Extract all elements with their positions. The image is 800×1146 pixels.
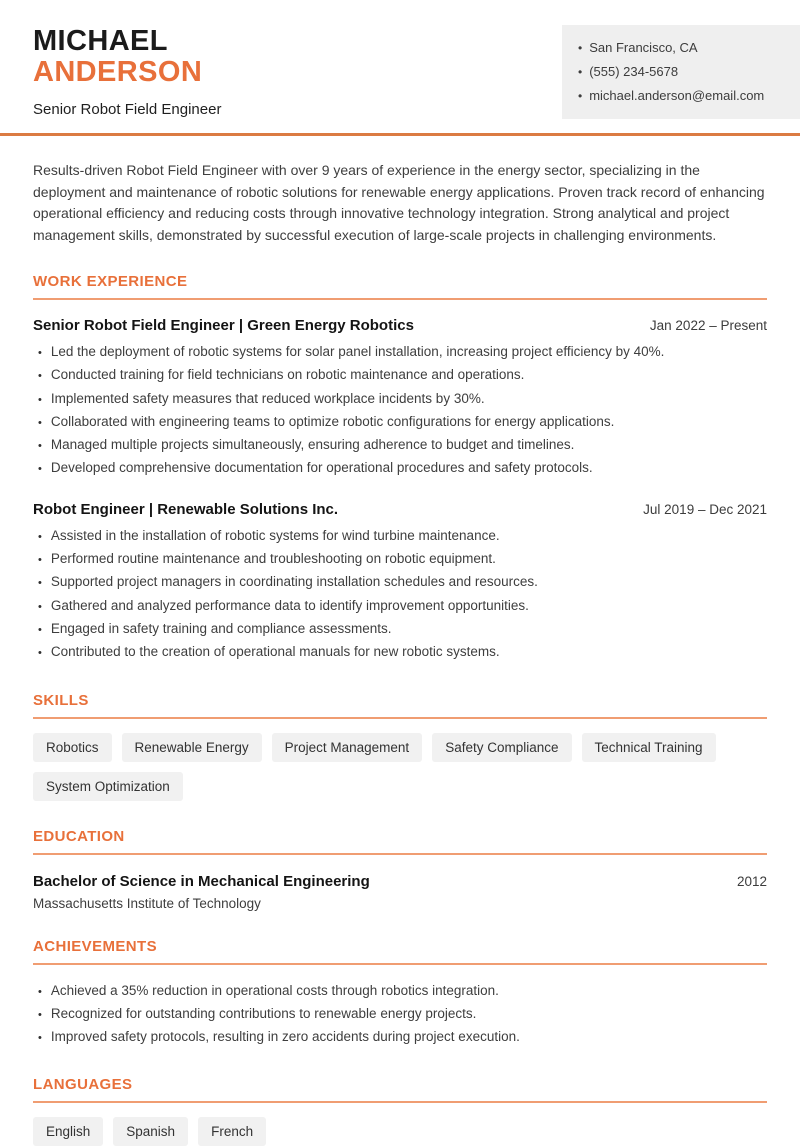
bullet-icon: • bbox=[38, 530, 42, 543]
section-heading: LANGUAGES bbox=[33, 1076, 133, 1094]
skill-tag: Project Management bbox=[272, 733, 423, 762]
bullet-icon: • bbox=[38, 647, 42, 660]
bullet-text: Managed multiple projects simultaneously, ensuring adherence to budget and timelines. bbox=[50, 437, 575, 453]
header-divider bbox=[0, 133, 800, 136]
section-divider bbox=[33, 717, 767, 719]
bullet-item bbox=[33, 980, 767, 1003]
degree-title: Bachelor of Science in Mechanical Engineering bbox=[33, 872, 370, 890]
summary-text: Results-driven Robot Field Engineer with over 9 years of experience in the energy sector, specializing in the deployment and maintenance of robotic solutions for renewable energy applications. Proven track record of enhancing operational efficiency and reducing costs through innovative technology integration. Strong analytical and project management skills, demonstrated by successful execution of large-scale projects in challenging environments. bbox=[33, 162, 765, 243]
education-header bbox=[33, 873, 767, 890]
job-header bbox=[33, 501, 767, 518]
bullet-item bbox=[33, 388, 767, 411]
bullet-item bbox=[33, 641, 767, 664]
bullet-icon: • bbox=[578, 41, 583, 55]
skill-tag: Safety Compliance bbox=[432, 733, 571, 762]
section-education bbox=[33, 828, 767, 911]
bullet-icon: • bbox=[38, 347, 42, 359]
contact-item-phone bbox=[578, 60, 788, 84]
contact-phone-text: (555) 234-5678 bbox=[589, 64, 679, 79]
bullet-item bbox=[33, 595, 767, 618]
bullet-icon: • bbox=[38, 623, 42, 636]
job-bullet-list bbox=[33, 341, 767, 481]
bullet-text: Improved safety protocols, resulting in zero accidents during project execution. bbox=[50, 1029, 520, 1045]
bullet-text: Led the deployment of robotic systems for solar panel installation, increasing project efficiency by 40%. bbox=[50, 344, 665, 359]
bullet-text: Recognized for outstanding contributions to renewable energy projects. bbox=[50, 1005, 477, 1021]
contact-location-text: San Francisco, CA bbox=[589, 40, 698, 55]
last-name: ANDERSON bbox=[33, 56, 203, 88]
bullet-item bbox=[33, 548, 767, 571]
bullet-item bbox=[33, 411, 767, 434]
contact-card bbox=[562, 25, 800, 119]
bullet-item bbox=[33, 571, 767, 594]
language-tag: Spanish bbox=[113, 1117, 188, 1146]
bullet-item bbox=[33, 341, 767, 364]
name-block bbox=[33, 26, 221, 118]
bullet-icon: • bbox=[38, 440, 42, 453]
bullet-item bbox=[33, 1026, 767, 1049]
section-heading: SKILLS bbox=[33, 691, 89, 709]
section-heading: EDUCATION bbox=[33, 827, 125, 845]
section-languages bbox=[33, 1076, 767, 1146]
skill-tag: Renewable Energy bbox=[122, 733, 262, 762]
bullet-icon: • bbox=[38, 985, 42, 998]
bullet-item bbox=[33, 1003, 767, 1026]
main-content bbox=[0, 160, 800, 1146]
language-tag: French bbox=[198, 1117, 266, 1146]
bullet-item bbox=[33, 457, 767, 480]
job-subtitle: Senior Robot Field Engineer bbox=[33, 101, 222, 118]
section-divider bbox=[33, 963, 767, 965]
bullet-text: Achieved a 35% reduction in operational costs through robotics integration. bbox=[50, 982, 499, 998]
bullet-text: Performed routine maintenance and troubleshooting on robotic equipment. bbox=[50, 551, 496, 567]
first-name: MICHAEL bbox=[33, 25, 168, 57]
skill-tag: Robotics bbox=[33, 733, 112, 762]
section-skills bbox=[33, 692, 767, 801]
bullet-item bbox=[33, 364, 767, 387]
bullet-icon: • bbox=[38, 577, 42, 590]
school-name: Massachusetts Institute of Technology bbox=[33, 895, 261, 911]
job-entry bbox=[33, 501, 767, 665]
languages-tag-list bbox=[33, 1117, 767, 1146]
bullet-icon: • bbox=[38, 600, 42, 613]
job-bullet-list bbox=[33, 525, 767, 665]
bullet-text: Developed comprehensive documentation for operational procedures and safety protocols. bbox=[50, 460, 593, 476]
graduation-year: 2012 bbox=[736, 873, 767, 889]
job-title: Senior Robot Field Engineer | Green Energy Robotics bbox=[33, 317, 414, 334]
section-divider bbox=[33, 298, 767, 300]
bullet-icon: • bbox=[38, 1008, 42, 1021]
section-achievements bbox=[33, 938, 767, 1050]
skill-tag: Technical Training bbox=[582, 733, 716, 762]
section-work-experience bbox=[33, 273, 767, 665]
section-heading: WORK EXPERIENCE bbox=[33, 273, 188, 290]
bullet-text: Engaged in safety training and compliance assessments. bbox=[50, 620, 392, 636]
bullet-icon: • bbox=[38, 1032, 42, 1045]
job-entry bbox=[33, 317, 767, 481]
job-dates: Jul 2019 – Dec 2021 bbox=[643, 501, 767, 517]
bullet-icon: • bbox=[38, 416, 42, 429]
bullet-text: Assisted in the installation of robotic systems for wind turbine maintenance. bbox=[50, 527, 500, 543]
bullet-text: Contributed to the creation of operational manuals for new robotic systems. bbox=[50, 644, 500, 660]
job-dates: Jan 2022 – Present bbox=[649, 318, 767, 333]
skill-tag: System Optimization bbox=[33, 772, 183, 801]
achievements-bullet-list bbox=[33, 980, 767, 1050]
bullet-icon: • bbox=[578, 65, 583, 79]
bullet-text: Collaborated with engineering teams to optimize robotic configurations for energy applications. bbox=[50, 413, 615, 429]
section-divider bbox=[33, 1101, 767, 1103]
bullet-text: Supported project managers in coordinating installation schedules and resources. bbox=[50, 574, 538, 590]
contact-item-location bbox=[578, 36, 788, 60]
bullet-text: Conducted training for field technicians on robotic maintenance and operations. bbox=[50, 367, 525, 383]
language-tag: English bbox=[33, 1117, 103, 1146]
section-divider bbox=[33, 853, 767, 855]
section-heading: ACHIEVEMENTS bbox=[33, 937, 157, 955]
bullet-text: Gathered and analyzed performance data to identify improvement opportunities. bbox=[50, 597, 529, 613]
education-entry bbox=[33, 873, 767, 911]
bullet-icon: • bbox=[38, 463, 42, 476]
contact-item-email bbox=[578, 84, 788, 108]
bullet-item bbox=[33, 434, 767, 457]
bullet-icon: • bbox=[38, 370, 42, 383]
bullet-item bbox=[33, 525, 767, 548]
job-title: Robot Engineer | Renewable Solutions Inc. bbox=[33, 500, 339, 518]
job-header bbox=[33, 317, 767, 334]
bullet-icon: • bbox=[38, 393, 42, 406]
contact-email-text: michael.anderson@email.com bbox=[589, 88, 765, 103]
skills-tag-list bbox=[33, 733, 767, 801]
bullet-item bbox=[33, 618, 767, 641]
bullet-icon: • bbox=[578, 89, 583, 103]
bullet-icon: • bbox=[38, 554, 42, 567]
header bbox=[0, 0, 800, 136]
bullet-text: Implemented safety measures that reduced workplace incidents by 30%. bbox=[50, 390, 485, 406]
